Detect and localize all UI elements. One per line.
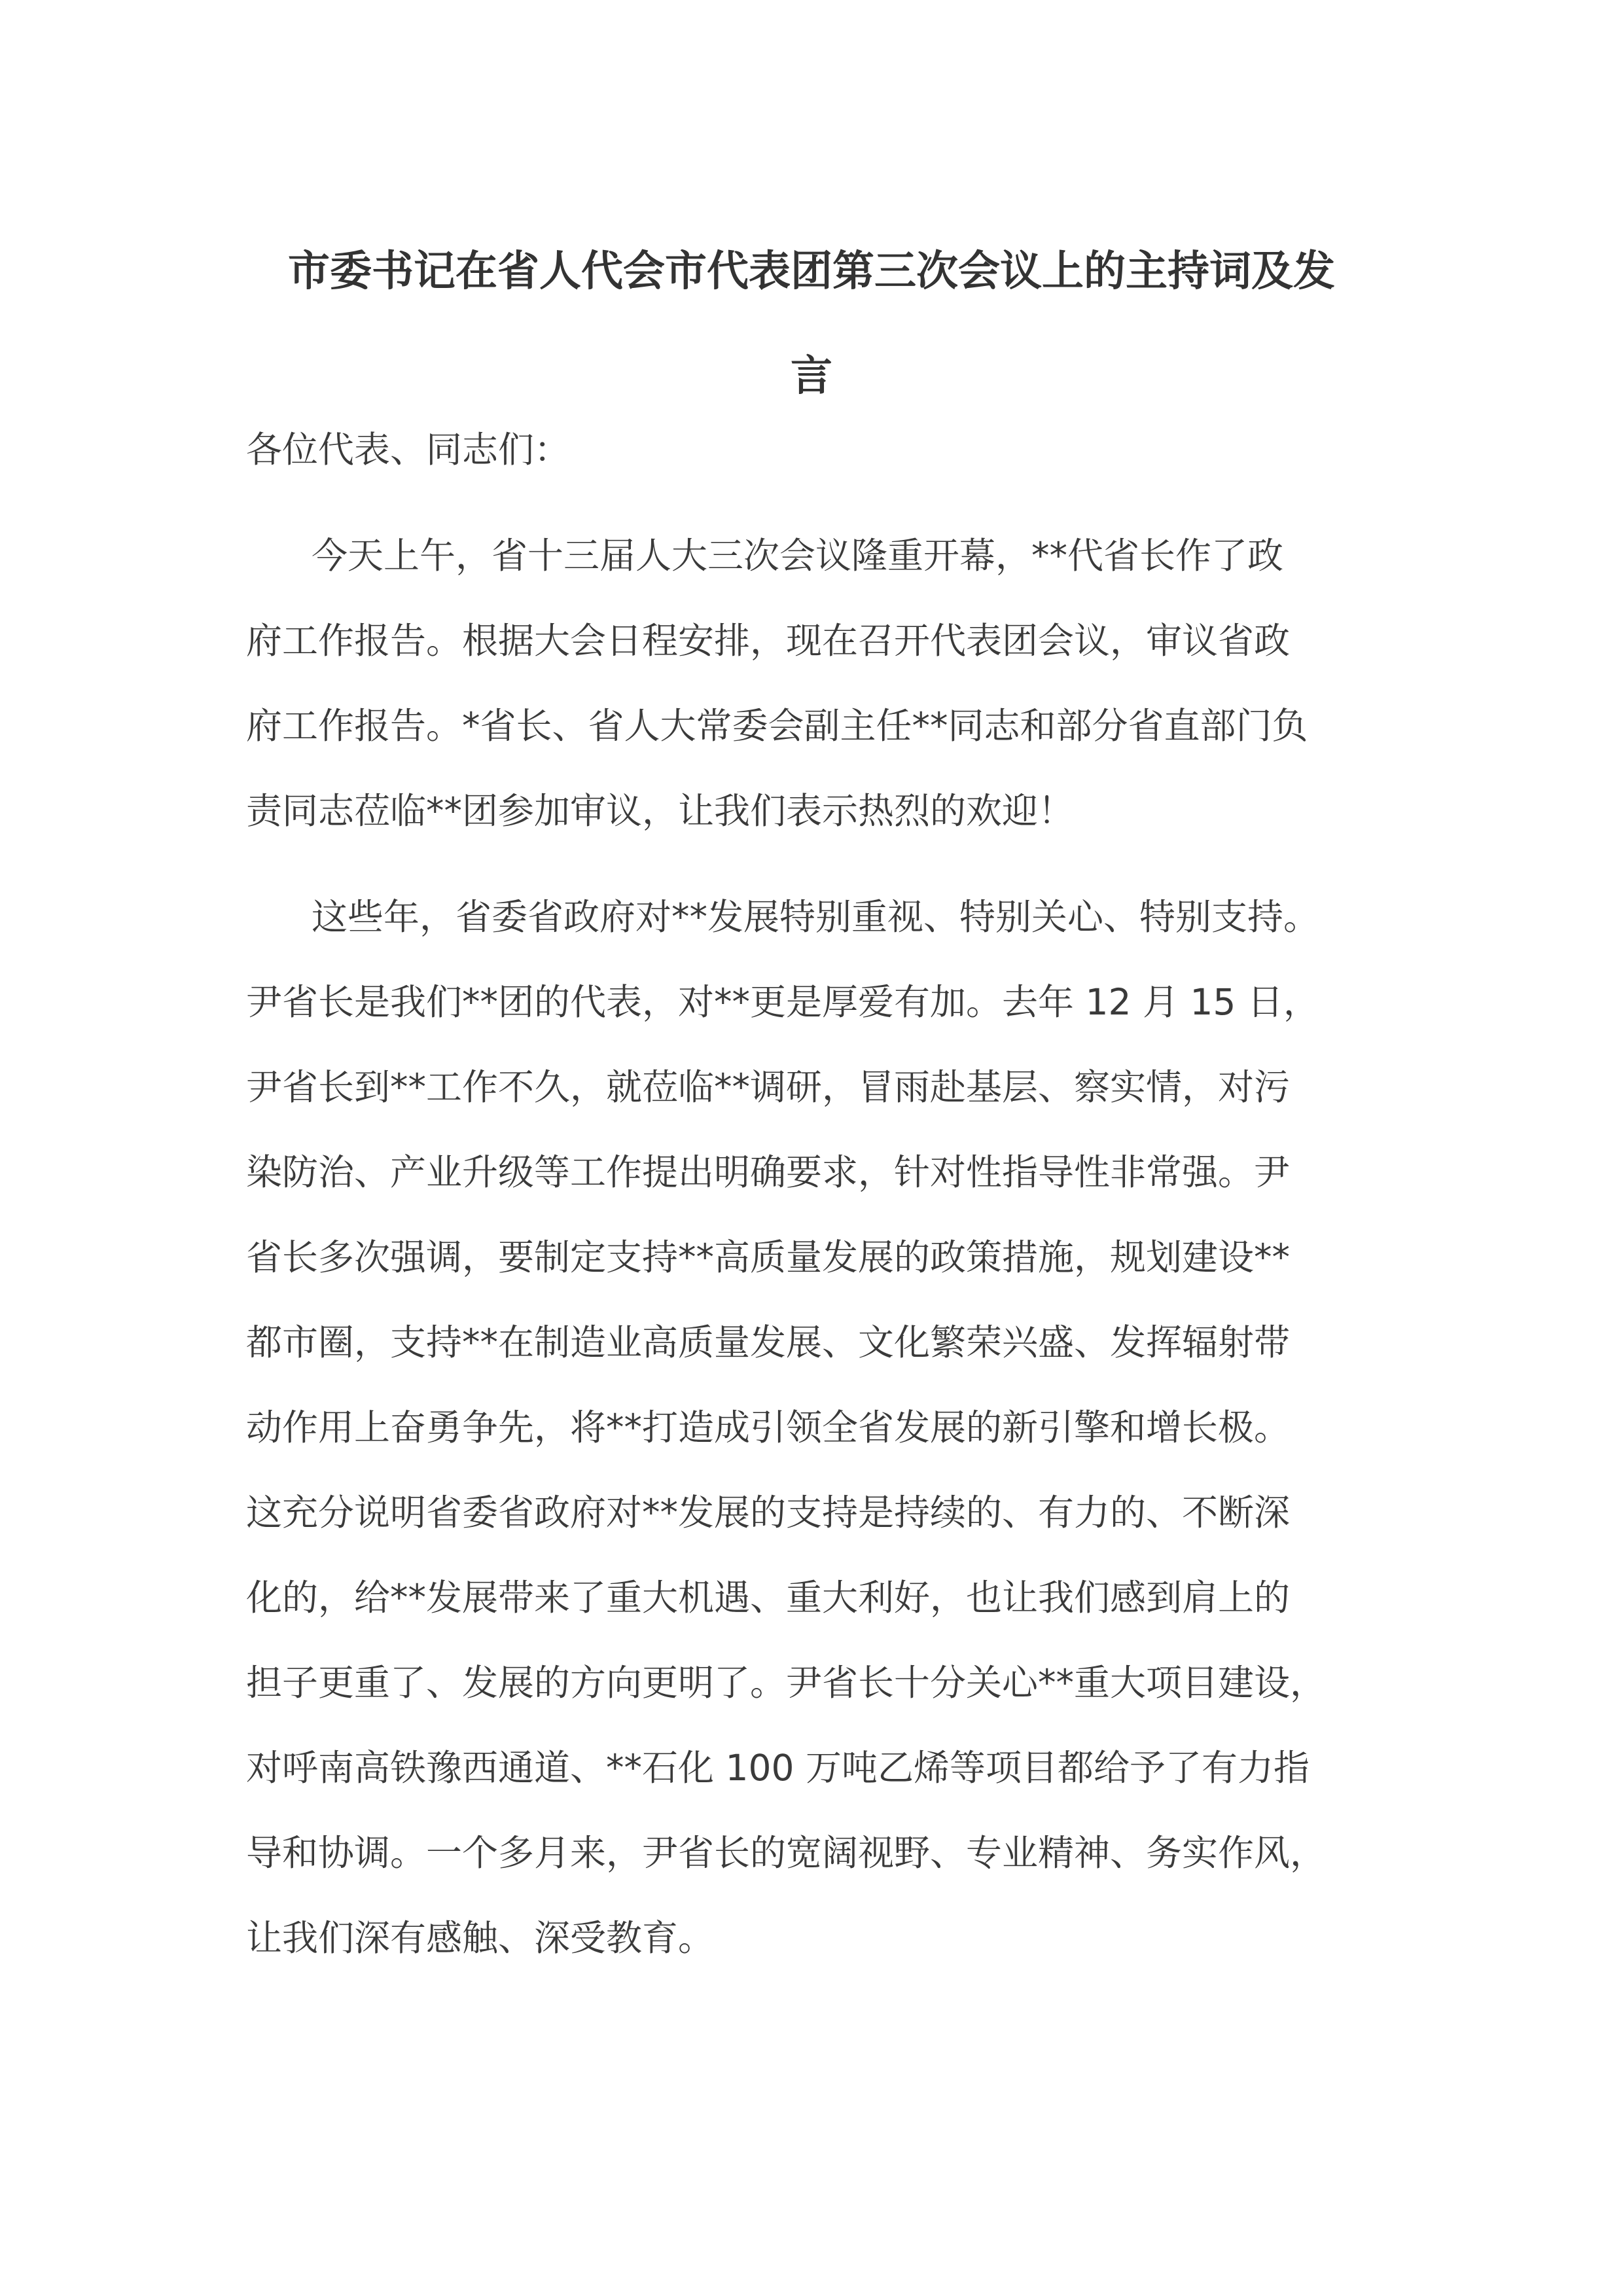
paragraph-line: 担子更重了、发展的方向更明了。尹省长十分关心**重大项目建设， (246, 1662, 1327, 1704)
paragraph-line: 尹省长是我们**团的代表，对**更是厚爱有加。去年 12 月 15 日， (246, 981, 1319, 1023)
paragraph-line: 今天上午，省十三届人大三次会议隆重开幕，**代省长作了政 (312, 535, 1284, 577)
paragraph-line: 责同志莅临**团参加审议，让我们表示热烈的欢迎！ (246, 790, 1075, 832)
paragraph-line: 府工作报告。*省长、省人大常委会副主任**同志和部分省直部门负 (246, 705, 1308, 747)
paragraph-line: 导和协调。一个多月来，尹省长的宽阔视野、专业精神、务实作风， (246, 1832, 1327, 1874)
paragraph-line: 动作用上奋勇争先，将**打造成引领全省发展的新引擎和增长极。 (246, 1407, 1291, 1448)
paragraph-line: 对呼南高铁豫西通道、**石化 100 万吨乙烯等项目都给予了有力指 (246, 1747, 1310, 1789)
paragraph-line: 让我们深有感触、深受教育。 (246, 1917, 715, 1959)
paragraph-line: 染防治、产业升级等工作提出明确要求，针对性指导性非常强。尹 (246, 1151, 1291, 1193)
title-line-2: 言 (791, 352, 832, 401)
paragraph-line: 府工作报告。根据大会日程安排，现在召开代表团会议，审议省政 (246, 620, 1291, 662)
paragraph-line: 化的，给**发展带来了重大机遇、重大利好，也让我们感到肩上的 (246, 1577, 1291, 1619)
paragraph-line: 省长多次强调，要制定支持**高质量发展的政策措施，规划建设** (246, 1236, 1291, 1278)
paragraph-line: 这充分说明省委省政府对**发展的支持是持续的、有力的、不断深 (246, 1492, 1291, 1534)
document-title (249, 219, 1374, 429)
paragraph-line: 这些年，省委省政府对**发展特别重视、特别关心、特别支持。 (312, 896, 1320, 938)
paragraph-2 (246, 874, 1418, 1981)
paragraph-line: 尹省长到**工作不久，就莅临**调研，冒雨赴基层、察实情，对污 (246, 1066, 1291, 1108)
document-body (246, 407, 1418, 2001)
paragraph-line: 都市圈，支持**在制造业高质量发展、文化繁荣兴盛、发挥辐射带 (246, 1321, 1291, 1363)
salutation: 各位代表、同志们： (246, 429, 571, 471)
title-line-1: 市委书记在省人代会市代表团第三次会议上的主持词及发 (288, 247, 1335, 296)
paragraph-1 (246, 513, 1418, 853)
